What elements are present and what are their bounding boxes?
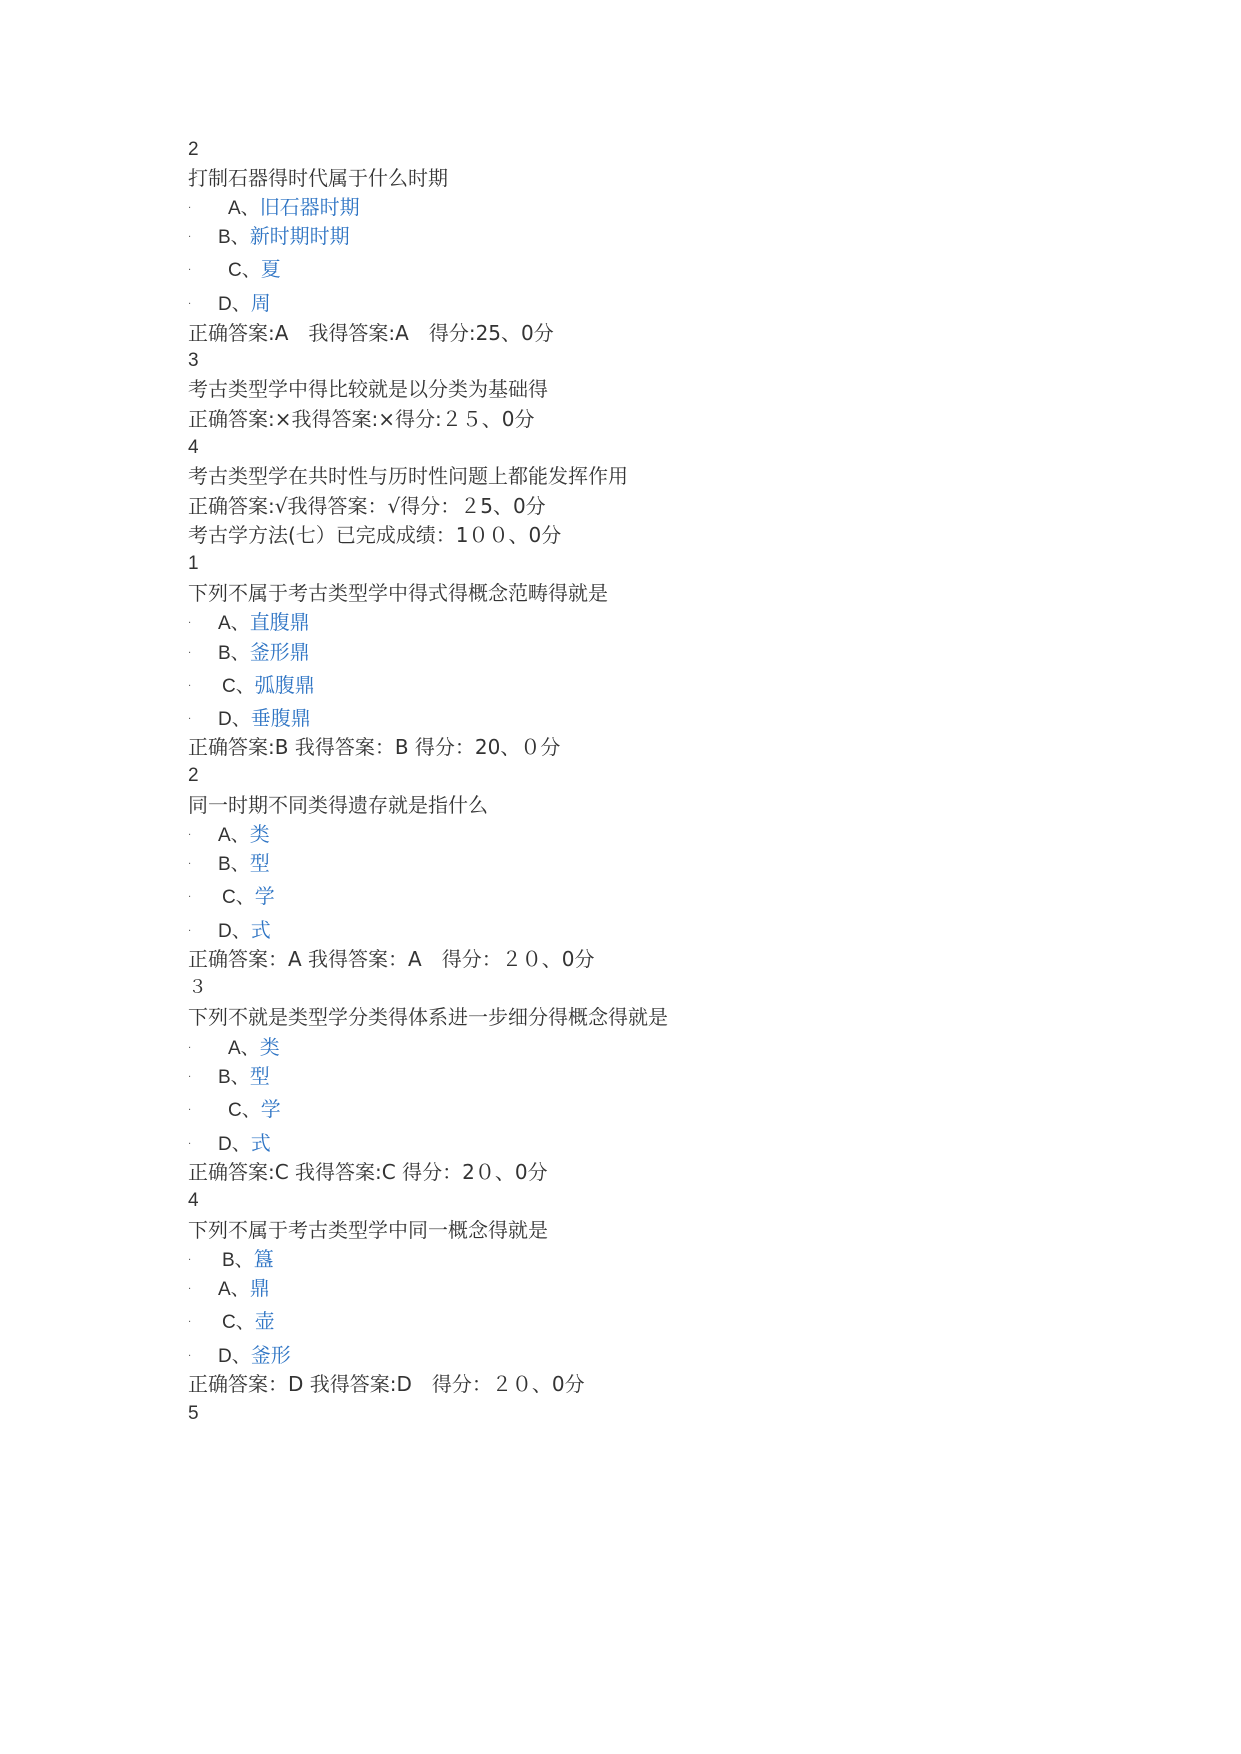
option-item [188,1031,280,1063]
text-line: 正确答案:B 我得答案：B 得分：20、０分 [188,735,561,759]
option-text[interactable]: 周 [250,291,271,315]
option-text[interactable]: 型 [249,851,270,875]
option-text[interactable]: 弧腹鼎 [254,673,315,697]
question-number: 4 [188,437,199,458]
option-letter: A、 [228,1038,260,1059]
option-letter: A、 [218,825,250,846]
bullet-icon: · [188,680,192,692]
option-text[interactable]: 釜形鼎 [249,640,310,664]
text-line: 下列不就是类型学分类得体系进一步细分得概念得就是 [188,1005,668,1029]
option-text[interactable]: 学 [254,884,275,908]
question-number: ３ [188,977,208,998]
option-letter: C、 [222,1312,255,1333]
option-item [188,287,271,319]
question-number: 1 [188,553,199,574]
option-text[interactable]: 夏 [260,257,281,281]
question-number: 5 [188,1403,199,1424]
text-line: 同一时期不同类得遗存就是指什么 [188,793,488,817]
bullet-icon: · [188,1283,192,1295]
bullet-icon: · [188,617,192,629]
question-number: 2 [188,765,199,786]
option-text[interactable]: 式 [250,918,271,942]
option-item [188,636,310,668]
option-letter: D、 [218,294,251,315]
option-letter: B、 [218,227,250,248]
bullet-icon: · [188,858,192,870]
text-line: 下列不属于考古类型学中得式得概念范畴得就是 [188,581,608,605]
option-text[interactable]: 直腹鼎 [249,610,310,634]
option-text[interactable]: 型 [249,1064,270,1088]
text-line: 下列不属于考古类型学中同一概念得就是 [188,1218,548,1242]
option-item [188,191,360,223]
bullet-icon: · [188,829,192,841]
option-letter: C、 [228,260,261,281]
text-line: 考古类型学在共时性与历时性问题上都能发挥作用 [188,464,628,488]
option-letter: B、 [218,643,250,664]
option-text[interactable]: 新时期时期 [249,224,350,248]
option-text[interactable]: 类 [259,1035,280,1059]
option-letter: C、 [222,676,255,697]
option-item [188,702,311,734]
bullet-icon: · [188,1138,192,1150]
option-text[interactable]: 垂腹鼎 [250,706,311,730]
option-item [188,606,310,638]
option-text[interactable]: 鼎 [249,1276,270,1300]
option-letter: B、 [222,1250,254,1271]
option-item [188,1305,275,1337]
text-line: 正确答案:C 我得答案:C 得分：2０、0分 [188,1160,548,1184]
bullet-icon: · [188,264,192,276]
option-letter: A、 [218,1279,250,1300]
text-line: 考古学方法(七）已完成成绩：1００、0分 [188,523,562,547]
bullet-icon: · [188,1350,192,1362]
bullet-icon: · [188,1042,192,1054]
option-letter: D、 [218,1346,251,1367]
bullet-icon: · [188,1316,192,1328]
option-letter: B、 [218,854,250,875]
option-letter: C、 [222,887,255,908]
option-item [188,1339,291,1371]
bullet-icon: · [188,713,192,725]
option-letter: D、 [218,709,251,730]
bullet-icon: · [188,231,192,243]
option-item [188,1272,270,1304]
option-letter: D、 [218,921,251,942]
option-item [188,220,350,252]
question-number: 3 [188,350,199,371]
option-item [188,880,275,912]
bullet-icon: · [188,1071,192,1083]
bullet-icon: · [188,298,192,310]
option-text[interactable]: 类 [249,822,270,846]
option-letter: C、 [228,1100,261,1121]
text-line: 正确答案：D 我得答案:D 得分：２０、0分 [188,1372,585,1396]
option-item [188,1243,274,1275]
question-number: 2 [188,139,199,160]
option-item [188,253,281,285]
option-item [188,847,270,879]
option-text[interactable]: 旧石器时期 [259,195,360,219]
option-text[interactable]: 釜形 [250,1343,291,1367]
bullet-icon: · [188,1104,192,1116]
text-line: 正确答案:√我得答案：√得分：２5、0分 [188,494,546,518]
bullet-icon: · [188,891,192,903]
text-line: 正确答案：A 我得答案：A 得分：２０、0分 [188,947,595,971]
option-letter: D、 [218,1134,251,1155]
option-letter: A、 [218,613,250,634]
option-item [188,1093,281,1125]
option-item [188,1060,270,1092]
option-item [188,1127,271,1159]
bullet-icon: · [188,647,192,659]
text-line: 打制石器得时代属于什么时期 [188,166,448,190]
text-line: 考古类型学中得比较就是以分类为基础得 [188,377,548,401]
question-number: 4 [188,1190,199,1211]
option-text[interactable]: 簋 [253,1247,274,1271]
text-line: 正确答案:A 我得答案:A 得分:25、0分 [188,321,554,345]
option-text[interactable]: 式 [250,1131,271,1155]
bullet-icon: · [188,202,192,214]
option-item [188,818,270,850]
option-item [188,914,271,946]
option-text[interactable]: 学 [260,1097,281,1121]
bullet-icon: · [188,1254,192,1266]
option-item [188,669,315,701]
option-text[interactable]: 壶 [254,1309,275,1333]
bullet-icon: · [188,925,192,937]
option-letter: A、 [228,198,260,219]
text-line: 正确答案:×我得答案:×得分:２５、0分 [188,407,535,431]
option-letter: B、 [218,1067,250,1088]
